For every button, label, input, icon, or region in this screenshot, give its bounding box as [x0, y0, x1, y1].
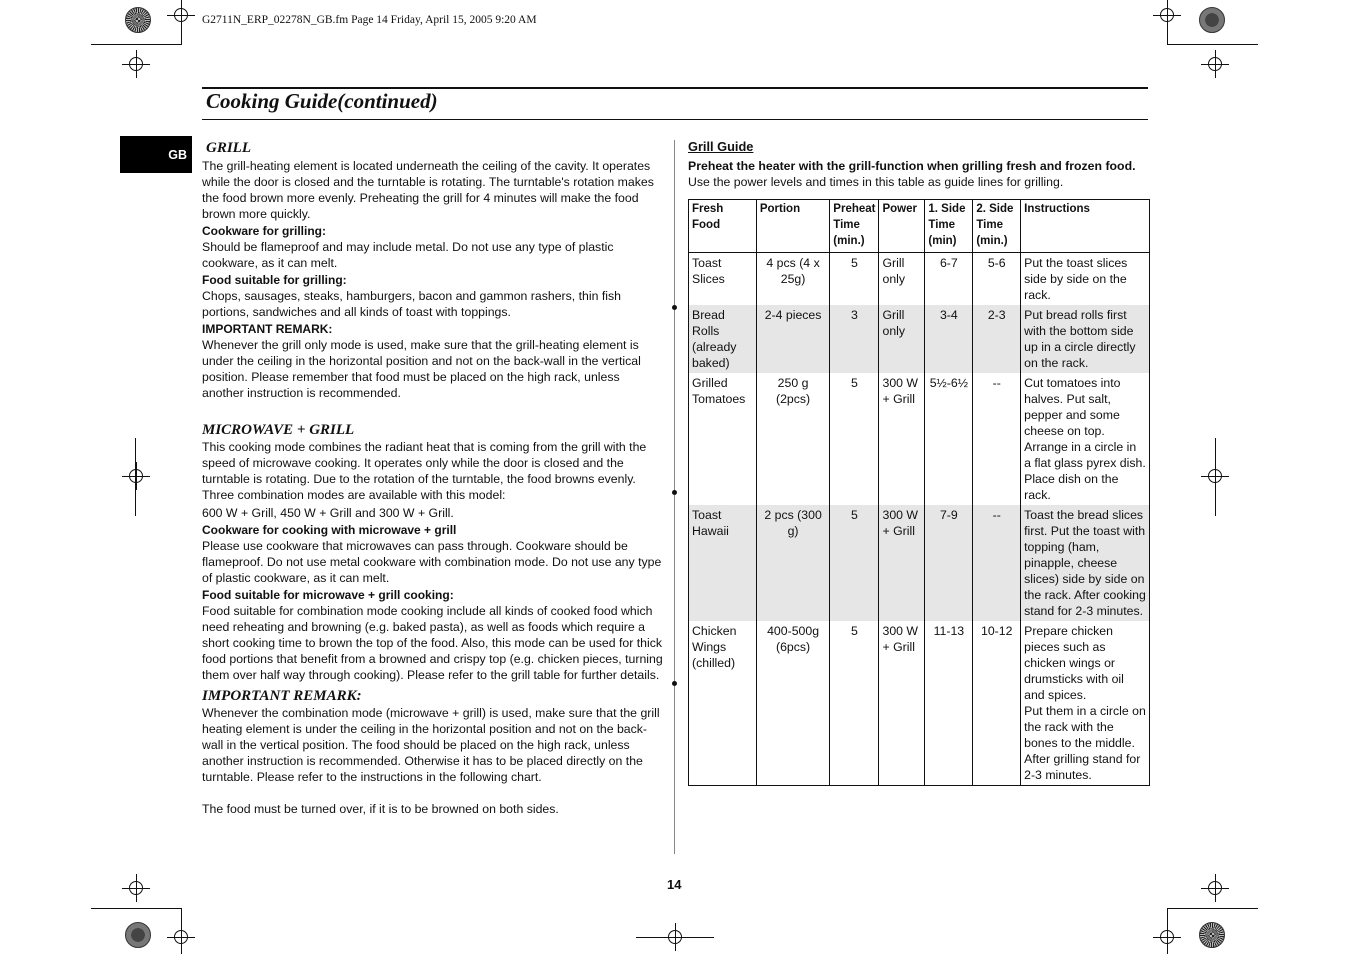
important-remark-heading: IMPORTANT REMARK:: [202, 688, 362, 704]
table-header-row: [689, 200, 1150, 253]
cell-instructions: Cut tomatoes into halves. Put salt, pepper and some cheese on top. Arrange in a circle in a flat glass pyrex dish. Place dish on the rack.: [1021, 373, 1150, 505]
cookware-mwg-label: Cookware for cooking with microwave + grill: [202, 523, 457, 537]
registration-dot-icon: [125, 922, 151, 948]
crosshair-icon: [129, 469, 143, 483]
table-row: [689, 621, 1150, 786]
crop-mark: [1167, 0, 1168, 45]
left-column: [202, 140, 664, 817]
cell-portion: 250 g (2pcs): [756, 373, 829, 505]
microwave-grill-modes: 600 W + Grill, 450 W + Grill and 300 W + Grill.: [202, 506, 454, 520]
page-title: Cooking Guide(continued): [206, 89, 438, 113]
header-instructions: Instructions: [1021, 200, 1150, 253]
instructions-part: Put them in a circle on the rack with the bones to the middle. After grilling stand for 2-3 minutes.: [1024, 704, 1146, 782]
crop-mark: [91, 44, 181, 45]
table-row: [689, 305, 1150, 373]
bullet-mark: [672, 490, 677, 495]
cell-side2: 10-12: [973, 621, 1021, 786]
cell-preheat: 5: [830, 621, 879, 786]
cell-side2: --: [973, 505, 1021, 621]
table-row: [689, 505, 1150, 621]
file-info: G2711N_ERP_02278N_GB.fm Page 14 Friday, April 15, 2005 9:20 AM: [202, 14, 537, 26]
registration-sunburst-icon: [1199, 922, 1225, 948]
cell-side2: --: [973, 373, 1021, 505]
registration-dot-icon: [1199, 7, 1225, 33]
cell-power: 300 W + Grill: [879, 505, 925, 621]
header-side2-time: 2. Side Time (min.): [973, 200, 1021, 253]
crop-mark: [1215, 438, 1216, 516]
crop-mark: [91, 908, 181, 909]
header-side1-time: 1. Side Time (min): [925, 200, 973, 253]
crop-mark: [181, 0, 182, 45]
cell-power: 300 W + Grill: [879, 373, 925, 505]
cell-portion: 2 pcs (300 g): [756, 505, 829, 621]
grill-heading: GRILL: [206, 140, 251, 156]
food-grilling-text: Chops, sausages, steaks, hamburgers, bacon and gammon rashers, thin fish portions, sandwiches and all kinds of toast with toppings.: [202, 289, 622, 319]
registration-sunburst-icon: [125, 7, 151, 33]
food-grilling-label: Food suitable for grilling:: [202, 273, 347, 287]
bullet-mark: [672, 305, 677, 310]
cell-side2: 5-6: [973, 253, 1021, 306]
crop-mark: [181, 908, 182, 954]
cell-side2: 2-3: [973, 305, 1021, 373]
language-tab: [120, 136, 192, 173]
header-fresh-food: Fresh Food: [689, 200, 757, 253]
cell-side1: 7-9: [925, 505, 973, 621]
crop-mark: [1168, 44, 1258, 45]
important-remark-text: Whenever the grill only mode is used, make sure that the grill-heating element is under the ceiling in the horizontal position and not on the back-wall in the vertical position. Please remember that food must be placed on the high rack, unless another instruction is recommended.: [202, 338, 641, 400]
crosshair-icon: [129, 57, 143, 71]
cell-food: Chicken Wings (chilled): [689, 621, 757, 786]
language-tab-label: GB: [168, 147, 187, 162]
cell-power: Grill only: [879, 305, 925, 373]
cell-portion: 400-500g (6pcs): [756, 621, 829, 786]
crop-mark: [1168, 908, 1258, 909]
column-divider: [674, 140, 675, 854]
cell-side1: 11-13: [925, 621, 973, 786]
right-column: [688, 139, 1150, 190]
microwave-grill-heading: MICROWAVE + GRILL: [202, 422, 355, 438]
cell-power: Grill only: [879, 253, 925, 306]
page-number: 14: [667, 877, 682, 892]
cookware-mwg-text: Please use cookware that microwaves can pass through. Cookware should be flameproof. Do not use metal cookware with combination mode. Do not use any type of plastic cookware, as it can melt.: [202, 539, 662, 585]
food-mwg-text: Food suitable for combination mode cooking include all kinds of cooked food which need reheating and browning (e.g. baked pasta), as well as foods which require a short cooking time to brown the top of the food. Also, this mode can be used for thick food portions that benefit from a browned and crispy top (e.g. chicken pieces, turning them over half way through cooking). Please refer to the grill table for further details.: [202, 604, 663, 682]
table-row: [689, 373, 1150, 505]
header-portion: Portion: [756, 200, 829, 253]
crosshair-icon: [129, 881, 143, 895]
cell-portion: 2-4 pieces: [756, 305, 829, 373]
cell-instructions: Toast the bread slices first. Put the toast with topping (ham, pinapple, cheese slices) side by side on the rack. After cooking stand for 2-3 minutes.: [1021, 505, 1150, 621]
turn-over-text: The food must be turned over, if it is to be browned on both sides.: [202, 802, 559, 816]
header-power: Power: [879, 200, 925, 253]
microwave-grill-intro: This cooking mode combines the radiant heat that is coming from the grill with the speed of microwave cooking. It operates only while the door is closed and the turntable is rotating. Due to the rotation of the turntable, the food browns evenly. Three combination modes are available with this model:: [202, 440, 647, 502]
cell-instructions: Put bread rolls first with the bottom side up in a circle directly on the rack.: [1021, 305, 1150, 373]
crop-mark: [135, 438, 136, 516]
cookware-grilling-label: Cookware for grilling:: [202, 224, 327, 238]
important-remark-label: IMPORTANT REMARK:: [202, 322, 333, 336]
title-rule: [202, 119, 1148, 120]
cell-side1: 3-4: [925, 305, 973, 373]
crosshair-icon: [1208, 57, 1222, 71]
instructions-part: Prepare chicken pieces such as chicken wings or drumsticks with oil and spices.: [1024, 624, 1124, 702]
cell-instructions: [1021, 621, 1150, 786]
cell-side1: 5½-6½: [925, 373, 973, 505]
crop-mark: [636, 937, 714, 938]
cell-preheat: 5: [830, 253, 879, 306]
cookware-grilling-text: Should be flameproof and may include metal. Do not use any type of plastic cookware, as it can melt.: [202, 240, 614, 270]
cell-side1: 6-7: [925, 253, 973, 306]
grill-guide-table: [688, 199, 1150, 786]
table-row: [689, 253, 1150, 306]
cell-preheat: 5: [830, 505, 879, 621]
cell-food: Bread Rolls (already baked): [689, 305, 757, 373]
cell-power: 300 W + Grill: [879, 621, 925, 786]
usage-note: Use the power levels and times in this table as guide lines for grilling.: [688, 175, 1064, 189]
grill-intro: The grill-heating element is located underneath the ceiling of the cavity. It operates while the door is closed and the turntable is rotating. The turntable's rotation makes the food brown more evenly. Preheating the grill for 4 minutes will make the food brown more quickly.: [202, 159, 654, 221]
bullet-mark: [672, 681, 677, 686]
cell-portion: 4 pcs (4 x 25g): [756, 253, 829, 306]
preheat-note: Preheat the heater with the grill-function when grilling fresh and frozen food.: [688, 159, 1136, 173]
cell-food: Toast Hawaii: [689, 505, 757, 621]
cell-food: Grilled Tomatoes: [689, 373, 757, 505]
cell-preheat: 5: [830, 373, 879, 505]
cell-instructions: Put the toast slices side by side on the rack.: [1021, 253, 1150, 306]
cell-food: Toast Slices: [689, 253, 757, 306]
food-mwg-label: Food suitable for microwave + grill cooking:: [202, 588, 454, 602]
important-remark-combination-text: Whenever the combination mode (microwave + grill) is used, make sure that the grill heating element is under the ceiling in the horizontal position and not on the back-wall in the vertical position. The food should be placed on the high rack, unless another instruction is recommended. Otherwise it has to be placed directly on the turntable. Please refer to the instructions in the following chart.: [202, 706, 660, 784]
header-preheat-time: Preheat Time (min.): [830, 200, 879, 253]
grill-guide-heading: Grill Guide: [688, 139, 754, 154]
cell-preheat: 3: [830, 305, 879, 373]
crosshair-icon: [1208, 881, 1222, 895]
crop-mark: [1167, 908, 1168, 954]
